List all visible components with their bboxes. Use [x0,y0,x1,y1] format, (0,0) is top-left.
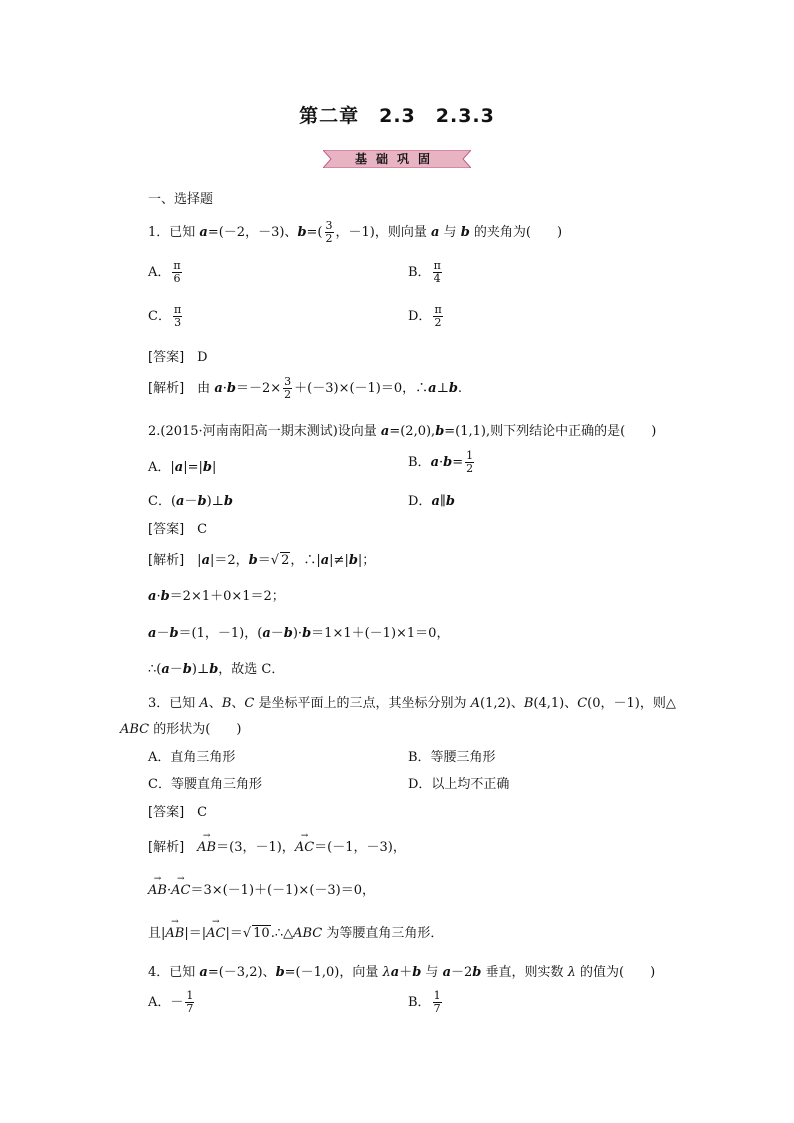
q3-analysis-line-1: [解析] → AB＝(3，－1)，→ AC＝(－1，－3)， [148,836,406,855]
question-1-stem: 1．已知 a=(－2，－3)、b=( $\frac{3}{2}$ ，－1)，则向量 a 与 b 的夹角为( ) [148,219,563,245]
q2-analysis-line-4: ∴(a－b)⊥b，故选 C． [148,662,285,677]
question-2-stem: 2.(2015·河南南阳高一期末测试)设向量 a=(2,0),b=(1,1),则下列结论中正确的是( ) [148,424,657,439]
q1-option-b: B． $\frac{\pi}{4}$ [408,259,441,285]
q4-option-a: A．－ $\frac{1}{7}$ [148,989,194,1015]
q3-option-c: C．等腰直角三角形 [148,777,262,792]
q2-option-b: B．a·b= $\frac{1}{2}$ [408,449,474,475]
question-3-stem-cont: ABC 的形状为( ) [120,722,242,737]
section-heading: 一、选择题 [148,192,214,207]
question-3-stem: 3．已知 A、B、C 是坐标平面上的三点，其坐标分别为 A(1,2)、B(4,1)、C(0，－1)，则△ [148,696,676,711]
q1-answer: [答案] D [148,350,208,365]
q3-option-d: D．以上均不正确 [408,777,510,792]
q1-option-c: C． $\frac{\pi}{3}$ [148,303,182,329]
q2-option-a: A．|a|=|b| [148,460,217,475]
q1-option-d: D． $\frac{\pi}{2}$ [408,303,442,329]
q2-analysis-line-3: a－b＝(1，－1)，(a－b)·b＝1×1＋(－1)×1＝0， [148,626,450,641]
q3-answer: [答案] C [148,805,208,820]
page-title: 第二章 2.3 2.3.3 [299,105,495,127]
q2-option-d: D．a∥b [408,494,455,509]
q2-option-c: C．(a－b)⊥b [148,494,233,509]
q3-analysis-line-2: → AB·→ AC＝3×(－1)＋(－1)×(－3)＝0， [148,879,375,898]
section-banner [323,150,471,168]
question-4-stem: 4．已知 a=(－3,2)、b=(－1,0)，向量 λa＋b 与 a－2b 垂直，则实数 λ 的值为( ) [148,965,656,980]
q3-option-a: A．直角三角形 [148,750,236,765]
q2-analysis-line-2: a·b＝2×1＋0×1＝2； [148,589,285,604]
q3-analysis-line-3: 且|→ AB|＝|→ AC|＝√ 10.∴△ABC 为等腰直角三角形． [148,922,443,941]
q1-option-a: A． $\frac{\pi}{6}$ [148,259,181,285]
q2-answer: [答案] C [148,522,208,537]
q2-analysis-line-1: [解析] |a|＝2，b＝√ 2，∴|a|≠|b|； [148,553,376,568]
banner-label: 基础巩固 [354,152,439,166]
q4-option-b: B． $\frac{1}{7}$ [408,989,441,1015]
q1-analysis: [解析] 由 a·b＝－2× $\frac{3}{2}$ ＋(－3)×(－1)＝0，∴a⊥b. [148,375,463,401]
q3-option-b: B．等腰三角形 [408,750,496,765]
